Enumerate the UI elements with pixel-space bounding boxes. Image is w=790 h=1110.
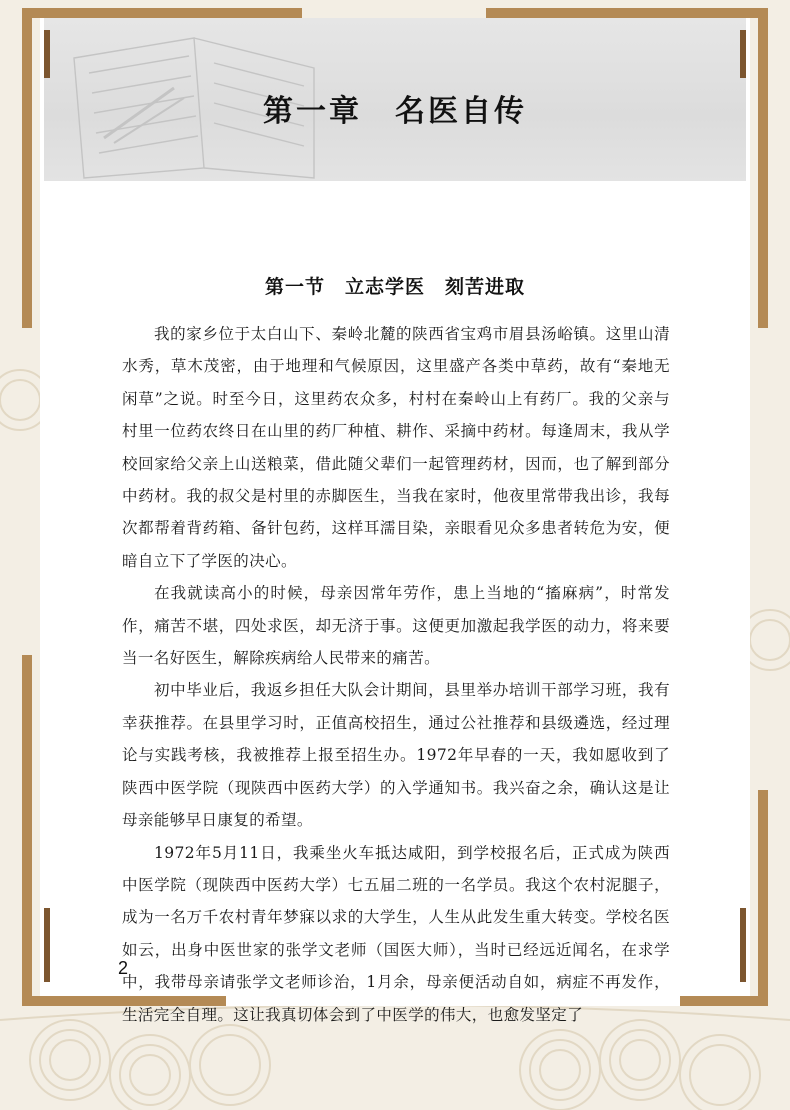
frame-bottom-left-inner xyxy=(44,908,50,982)
frame-bottom-left-vertical xyxy=(22,655,32,1006)
page-number: 2 xyxy=(118,958,129,978)
paragraph: 初中毕业后，我返乡担任大队会计期间，县里举办培训干部学习班，我有幸获推荐。在县里学习时，正值高校招生，通过公社推荐和县级遴选，经过理论与实践考核，我被推荐上报至招生办。1972年早春的一天，我如愿收到了陕西中医学院（现陕西中医药大学）的入学通知书。我兴奋之余，确认这是让母亲能够早日康复的希望。 xyxy=(122,681,670,830)
body-text xyxy=(122,318,670,1031)
paragraph: 我的家乡位于太白山下、秦岭北麓的陕西省宝鸡市眉县汤峪镇。这里山清水秀，草木茂密，由于地理和气候原因，这里盛产各类中草药，故有“秦地无闲草”之说。时至今日，这里药农众多，村村在秦岭山上有药厂。我的父亲与村里一位药农终日在山里的药厂种植、耕作、采摘中药材。每逢周末，我从学校回家给父亲上山送粮菜，借此随父辈们一起管理药材，因而，也了解到部分中药材。我的叔父是村里的赤脚医生，当我在家时，他夜里常带我出诊，我每次都帮着背药箱、备针包药，这样耳濡目染，亲眼看见众多患者转危为安，便暗自立下了学医的决心。 xyxy=(122,325,670,570)
frame-bottom-right-vertical xyxy=(758,790,768,1006)
frame-top-right-inner xyxy=(740,30,746,78)
frame-top-left-horizontal xyxy=(22,8,302,18)
frame-top-right-horizontal xyxy=(486,8,768,18)
frame-top-left-inner xyxy=(44,30,50,78)
frame-bottom-right-inner xyxy=(740,908,746,982)
chapter-title: 第一章 名医自传 xyxy=(263,94,527,129)
paragraph: 在我就读高小的时候，母亲因常年劳作，患上当地的“搐麻病”，时常发作，痛苦不堪，四处求医，却无济于事。这便更加激起我学医的动力，将来要当一名好医生，解除疾病给人民带来的痛苦。 xyxy=(122,584,670,668)
frame-bottom-right-horizontal xyxy=(680,996,768,1006)
paragraph: 1972年5月11日，我乘坐火车抵达咸阳，到学校报名后，正式成为陕西中医学院（现陕西中医药大学）七五届二班的一名学员。我这个农村泥腿子，成为一名万千农村青年梦寐以求的大学生，人生从此发生重大转变。学校名医如云，出身中医世家的张学文老师（国医大师），当时已经远近闻名，在求学中，我带母亲请张学文老师诊治，1月余，母亲便活动自如，病症不再发作，生活完全自理。这让我真切体会到了中医学的伟大，也愈发坚定了 xyxy=(122,843,670,1024)
section-title: 第一节 立志学医 刻苦进取 xyxy=(264,276,525,298)
